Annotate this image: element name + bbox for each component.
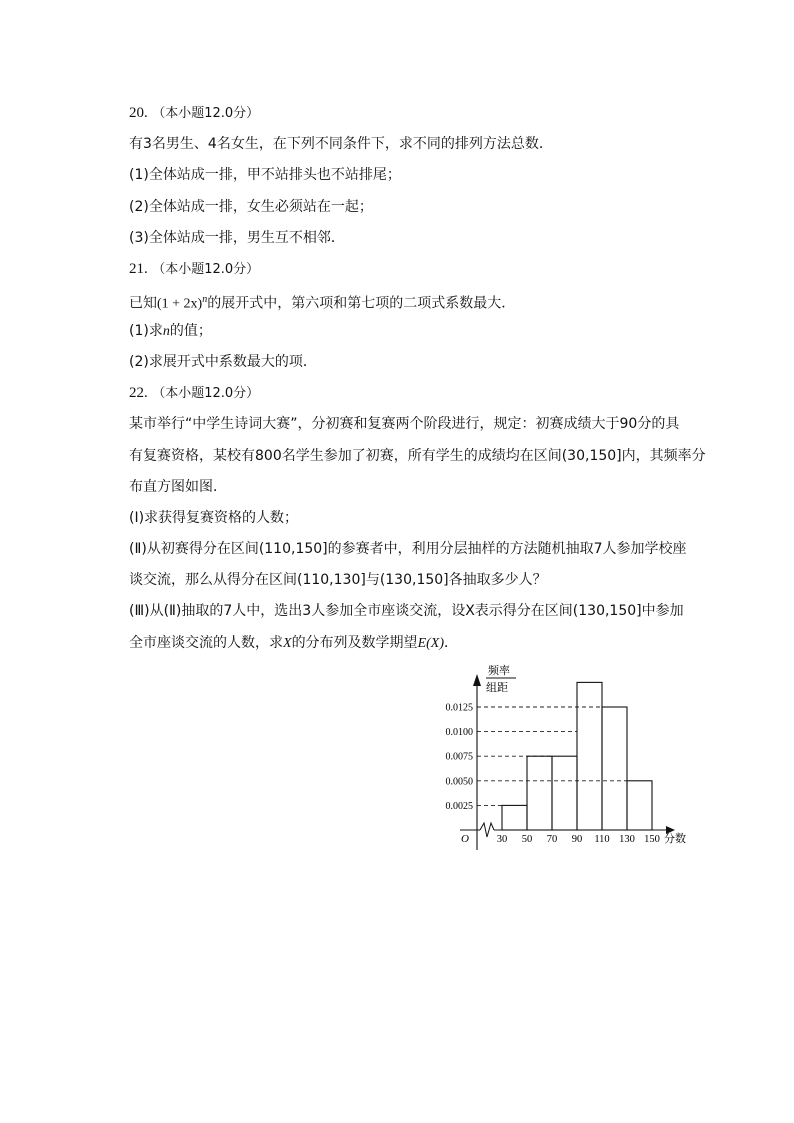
q20-header bbox=[129, 104, 259, 123]
q22-part-3-line-2 bbox=[129, 634, 458, 653]
q21-part-1 bbox=[129, 322, 212, 341]
q20-number: 20. bbox=[129, 105, 148, 121]
histogram-bar bbox=[627, 781, 652, 830]
q22-part3-pre: 全市座谈交流的人数，求 bbox=[129, 635, 283, 651]
q21-score: （本小题12.0分） bbox=[152, 262, 260, 277]
q22-part-2-line-1: (Ⅱ)从初赛得分在区间(110,150]的参赛者中，利用分层抽样的方法随机抽取7人参加学校座 bbox=[129, 541, 687, 557]
frequency-histogram bbox=[430, 660, 700, 860]
q20-part-3: (3)全体站成一排，男生互不相邻． bbox=[129, 230, 345, 246]
q22-header bbox=[129, 384, 259, 403]
q22-stem-line-1: 某市举行“中学生诗词大赛”，分初赛和复赛两个阶段进行，规定：初赛成绩大于90分的具 bbox=[129, 416, 680, 432]
histogram-bar bbox=[552, 756, 577, 830]
q21-stem bbox=[129, 291, 515, 314]
origin-label: O bbox=[461, 833, 469, 845]
q21-part-2: (2)求展开式中系数最大的项． bbox=[129, 354, 317, 370]
q22-part3-post: ． bbox=[444, 635, 458, 651]
q22-part-3-line-1: (Ⅲ)从(Ⅱ)抽取的7人中，选出3人参加全市座谈交流，设X表示得分在区间(130,150]中参加 bbox=[129, 603, 684, 619]
q21-part1-pre: (1)求 bbox=[129, 323, 163, 339]
y-axis-label-numerator: 频率 bbox=[488, 664, 510, 677]
q22-part-2-line-2: 谈交流，那么从得分在区间(110,130]与(130,150]各抽取多少人？ bbox=[129, 572, 547, 588]
q20-part-2: (2)全体站成一排，女生必须站在一起； bbox=[129, 199, 373, 215]
axis-break-icon bbox=[480, 823, 494, 837]
q20-stem: 有3名男生、4名女生，在下列不同条件下，求不同的排列方法总数． bbox=[129, 136, 553, 152]
histogram-bar bbox=[527, 756, 552, 830]
q22-part-1: (Ⅰ)求获得复赛资格的人数； bbox=[129, 510, 299, 526]
q22-score: （本小题12.0分） bbox=[152, 386, 260, 401]
y-axis-label-denominator: 组距 bbox=[486, 681, 508, 694]
histogram-bar bbox=[577, 682, 602, 830]
x-tick-label: 130 bbox=[619, 834, 635, 845]
q20-score: （本小题12.0分） bbox=[152, 106, 260, 121]
q22-stem-line-3: 布直方图如图． bbox=[129, 479, 227, 495]
x-tick-label: 150 bbox=[644, 834, 660, 845]
histogram-bar bbox=[602, 707, 627, 830]
q20-part-1: (1)全体站成一排，甲不站排头也不站排尾； bbox=[129, 167, 401, 183]
x-tick-label: 90 bbox=[571, 834, 583, 845]
x-tick-label: 70 bbox=[546, 834, 558, 845]
q21-part1-var: n bbox=[162, 324, 170, 339]
q21-stem-post: 的展开式中，第六项和第七项的二项式系数最大． bbox=[207, 295, 516, 312]
q21-number: 21. bbox=[129, 261, 148, 277]
q22-number: 22. bbox=[129, 385, 148, 401]
y-tick-label: 0.0100 bbox=[445, 727, 473, 739]
y-tick-label: 0.0050 bbox=[445, 776, 473, 788]
y-axis-arrow-icon bbox=[473, 674, 481, 686]
x-tick-label: 110 bbox=[594, 834, 610, 845]
q22-part3-expr: E(X) bbox=[417, 636, 444, 651]
q22-part3-mid: 的分布列及数学期望 bbox=[291, 635, 418, 651]
q22-stem-line-2: 有复赛资格，某校有800名学生参加了初赛，所有学生的成绩均在区间(30,150]内，其频率分 bbox=[129, 448, 706, 464]
y-tick-label: 0.0125 bbox=[445, 702, 473, 714]
y-tick-label: 0.0075 bbox=[445, 751, 473, 763]
x-axis-label: 分数 bbox=[664, 832, 686, 845]
x-tick-label: 30 bbox=[496, 834, 508, 845]
q22-part3-var: X bbox=[283, 636, 292, 651]
y-tick-label: 0.0025 bbox=[445, 800, 473, 812]
x-tick-label: 50 bbox=[521, 834, 533, 845]
q21-stem-exp: n bbox=[202, 294, 208, 305]
q21-stem-pre: 已知 bbox=[129, 295, 157, 312]
q21-stem-expr: (1 + 2x) bbox=[157, 296, 203, 312]
histogram-bar bbox=[502, 805, 527, 830]
q21-part1-post: 的值； bbox=[169, 323, 212, 339]
q21-header bbox=[129, 260, 259, 279]
